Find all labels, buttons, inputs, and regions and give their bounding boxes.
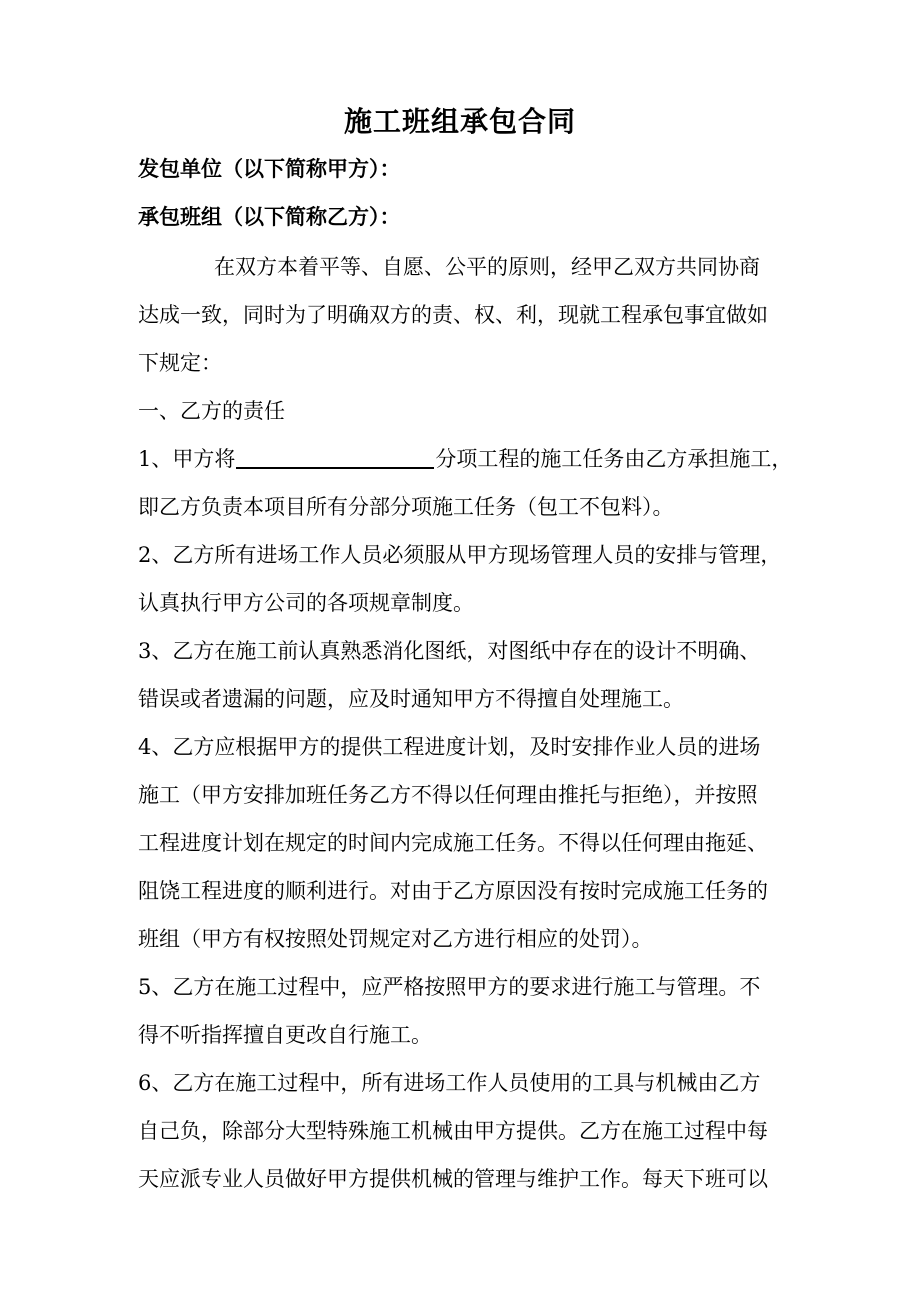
clause-4-line-4: 阻饶工程进度的顺利进行。对由于乙方原因没有按时完成施工任务的 xyxy=(138,879,768,903)
clause-5-line-2: 得不听指挥擅自更改自行施工。 xyxy=(138,1023,432,1047)
clause-4-line-1: 4、乙方应根据甲方的提供工程进度计划，及时安排作业人员的进场 xyxy=(138,735,761,759)
clause-2-line-1: 2、乙方所有进场工作人员必须服从甲方现场管理人员的安排与管理， xyxy=(138,543,782,567)
party-b-label: 承包班组（以下简称乙方）： xyxy=(138,204,401,229)
document-title: 施工班组承包合同 xyxy=(343,105,576,138)
intro-line-1: 在双方本着平等、自愿、公平的原则，经甲乙双方共同协商 xyxy=(214,255,760,279)
clause-6-line-2: 自己负，除部分大型特殊施工机械由甲方提供。乙方在施工过程中每 xyxy=(138,1119,768,1143)
clause-1-suffix: 分项工程的施工任务由乙方承担施工， xyxy=(435,447,793,471)
clause-6-line-3: 天应派专业人员做好甲方提供机械的管理与维护工作。每天下班可以 xyxy=(138,1167,768,1191)
clause-3-line-1: 3、乙方在施工前认真熟悉消化图纸，对图纸中存在的设计不明确、 xyxy=(138,639,761,663)
clause-1-prefix: 1、甲方将 xyxy=(138,447,236,471)
clause-4-line-5: 班组（甲方有权按照处罚规定对乙方进行相应的处罚）。 xyxy=(138,927,653,951)
clause-1-line-2: 即乙方负责本项目所有分部分项施工任务（包工不包料）。 xyxy=(138,495,674,519)
clause-3-line-2: 错误或者遗漏的问题，应及时通知甲方不得擅自处理施工。 xyxy=(138,687,684,711)
clause-5-line-1: 5、乙方在施工过程中，应严格按照甲方的要求进行施工与管理。不 xyxy=(138,975,761,999)
clause-1-line-1 xyxy=(138,444,792,474)
clause-4-line-2: 施工（甲方安排加班任务乙方不得以任何理由推托与拒绝），并按照 xyxy=(138,783,758,807)
fill-in-blank-underline xyxy=(236,445,434,469)
clause-4-line-3: 工程进度计划在规定的时间内完成施工任务。不得以任何理由拖延、 xyxy=(138,831,768,855)
clause-6-line-1: 6、乙方在施工过程中，所有进场工作人员使用的工具与机械由乙方 xyxy=(138,1071,761,1095)
party-a-label: 发包单位（以下简称甲方）： xyxy=(138,156,401,181)
section-1-heading: 一、乙方的责任 xyxy=(138,399,285,423)
intro-line-3: 下规定： xyxy=(138,351,222,375)
intro-line-2: 达成一致，同时为了明确双方的责、权、利，现就工程承包事宜做如 xyxy=(138,303,768,327)
clause-2-line-2: 认真执行甲方公司的各项规章制度。 xyxy=(138,591,474,615)
